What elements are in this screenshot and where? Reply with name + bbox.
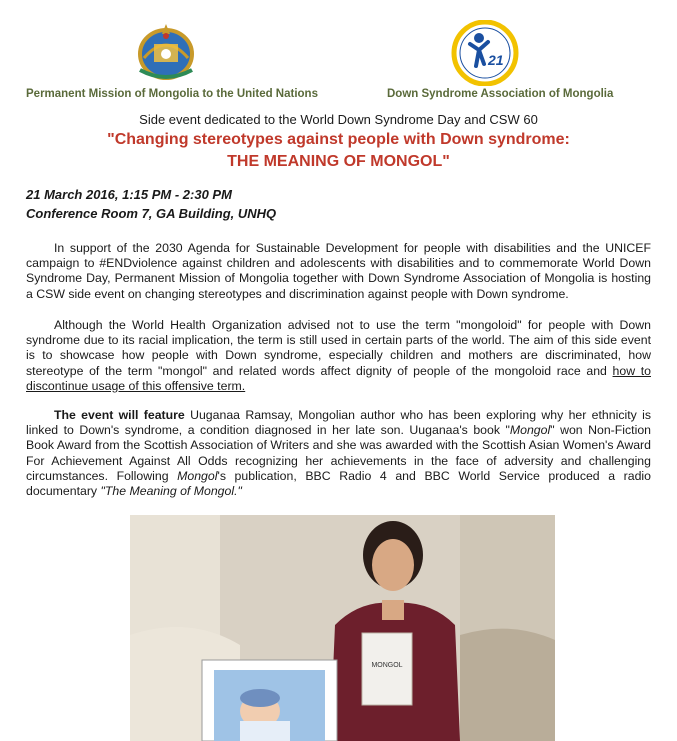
book-cover-title: MONGOL bbox=[371, 662, 403, 669]
paragraph-aim bbox=[26, 318, 651, 394]
book-title: Mongol bbox=[509, 423, 551, 438]
documentary-title: "The Meaning of Mongol." bbox=[100, 484, 242, 499]
feature-lead: The event will feature bbox=[54, 408, 185, 422]
paragraph-aim-text: Although the World Health Organization advised not to use the term "mongoloid" for people with Down syndrome due to its racial implication, the term is still used in certain parts of the world. The aim of this side event is to showcase how people with Down syndrome, especially children and mothers are discriminated, how stereotype of the term "mongol" and related words affect dignity of people of the mongoloid race and bbox=[26, 318, 651, 378]
mongolia-emblem-logo bbox=[130, 20, 202, 82]
feature-text-1: Uuganaa Ramsay, Mongolian author who has been exploring why her ethnicity is linked to Down's syndrome, a condition diagnosed in her late son. Uuganaa's book " bbox=[26, 408, 651, 438]
event-title-line1: "Changing stereotypes against people with Down syndrome: bbox=[107, 131, 570, 148]
left-org-name: Permanent Mission of Mongolia to the United Nations bbox=[26, 88, 318, 100]
paragraph-feature bbox=[26, 408, 651, 499]
paragraph-aim-underlined: how to discontinue usage of this offensive term. bbox=[26, 363, 651, 393]
event-subtitle: Side event dedicated to the World Down Syndrome Day and CSW 60 bbox=[139, 112, 538, 127]
feature-text-2: " won Non-Fiction Book Award from the Scottish Association of Writers and she was awarded with the Scottish Asian Women's Award For Achievement Against All Odds recognizing her achievements in the face of adversity and challenging circumstances. Following bbox=[26, 423, 651, 483]
right-org-name: Down Syndrome Association of Mongolia bbox=[387, 88, 614, 100]
book-title-2: Mongol bbox=[177, 468, 218, 483]
event-location: Conference Room 7, GA Building, UNHQ bbox=[26, 206, 277, 221]
event-date-time: 21 March 2016, 1:15 PM - 2:30 PM bbox=[26, 187, 232, 202]
logo-number: 21 bbox=[488, 52, 504, 68]
paragraph-intro: In support of the 2030 Agenda for Sustainable Development for people with disabilities and the UNICEF campaign to #ENDviolence against children and adolescents with disabilities and to commemorate World Down Syndrome Day, Permanent Mission of Mongolia together with Down Syndrome Association of Mongolia is hosting a CSW side event on changing stereotypes and discrimination against people with Down syndrome. bbox=[26, 241, 651, 301]
down-syndrome-association-logo bbox=[450, 20, 520, 86]
feature-text-3: 's publication, BBC Radio 4 and BBC World Service produced a radio documentary bbox=[26, 468, 652, 499]
author-photo bbox=[130, 515, 555, 741]
event-title-line2: THE MEANING OF MONGOL" bbox=[227, 153, 450, 170]
book-cover bbox=[362, 633, 412, 705]
